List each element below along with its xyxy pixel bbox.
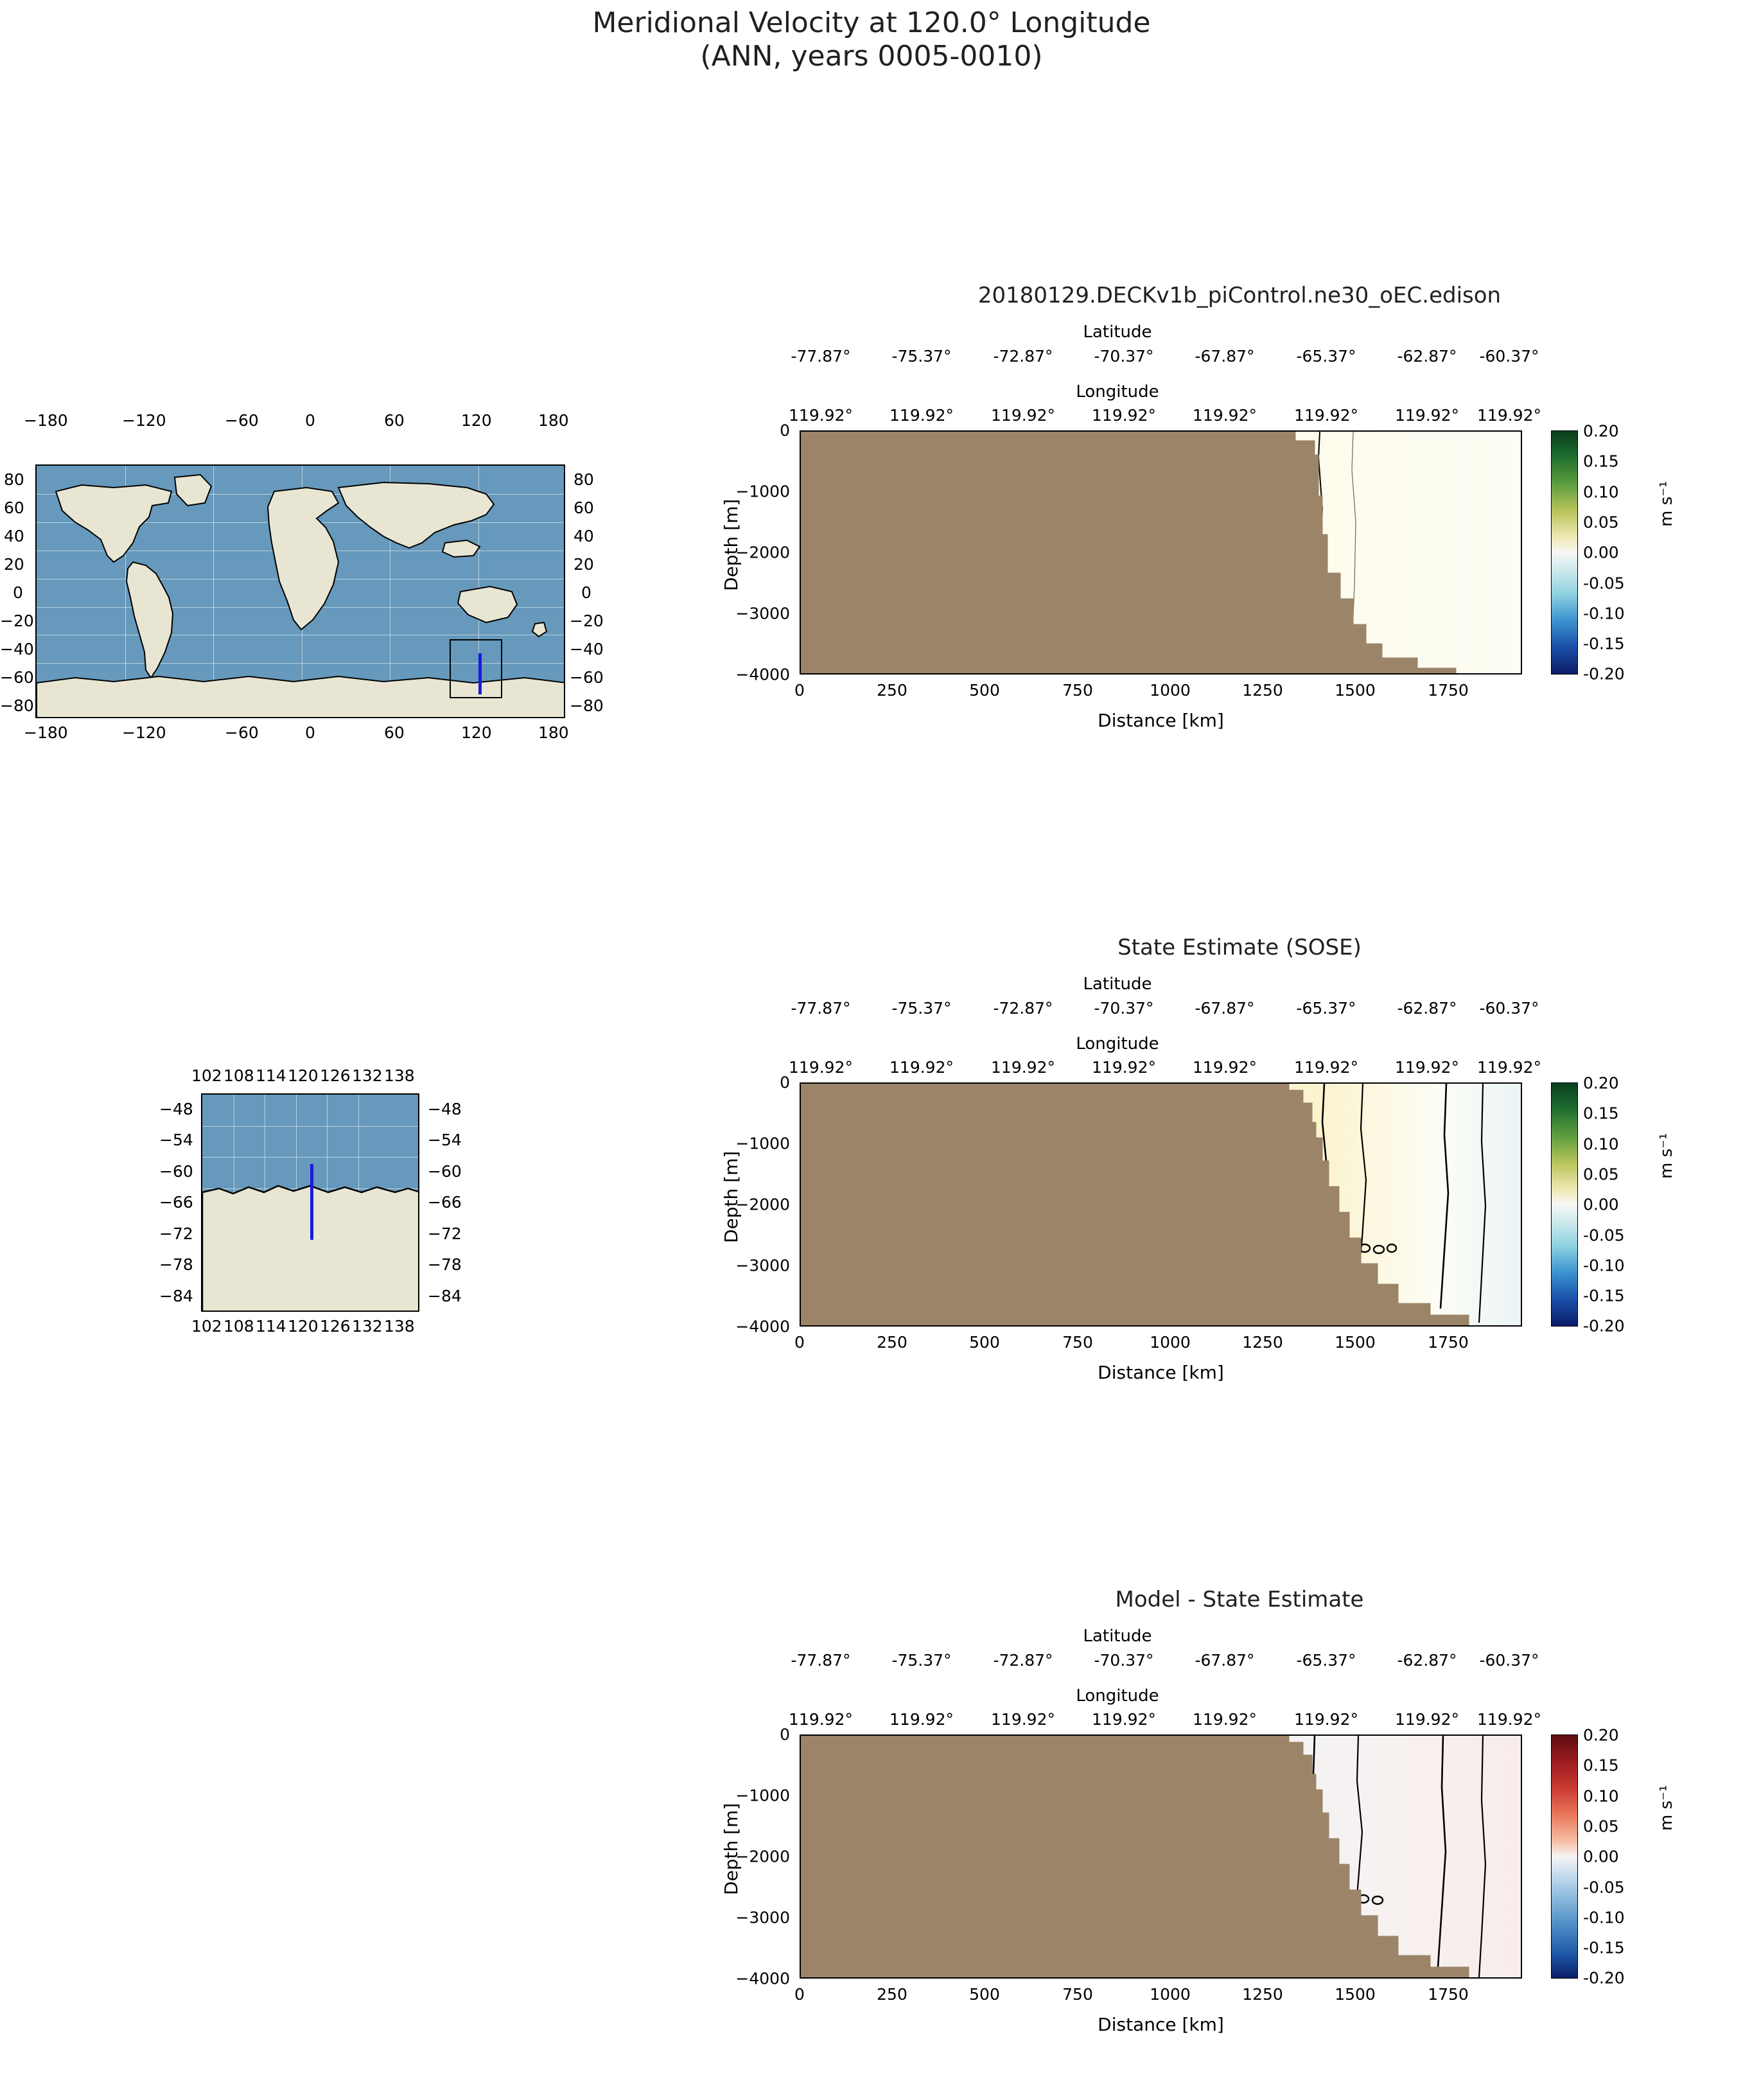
lon-tick-d-2: 119.92° (991, 1710, 1055, 1729)
depth-tick-s-4: −4000 (735, 1317, 790, 1336)
region-map-ytick-r-6: −84 (428, 1287, 462, 1305)
longitude-axis-label-sose: Longitude (1076, 1034, 1159, 1054)
dist-tick-s-2: 500 (969, 1333, 1000, 1352)
world-map-xtick-b-5: 120 (461, 723, 492, 742)
world-map-xtick-b-6: 180 (538, 723, 569, 742)
cbar-tick-d-3: 0.05 (1583, 1817, 1619, 1836)
world-map-xtick-top-3: 0 (305, 411, 315, 430)
world-map-xtick-top-6: 180 (538, 411, 569, 430)
dist-tick-d-7: 1750 (1428, 1985, 1469, 2004)
cbar-tick-d-1: 0.15 (1583, 1756, 1619, 1775)
lat-tick-s-0: -77.87° (791, 999, 851, 1018)
region-map-xtick-b-5: 132 (352, 1317, 383, 1336)
dist-tick-m-0: 0 (794, 681, 805, 700)
cbar-tick-m-7: -0.15 (1583, 634, 1625, 653)
lat-tick-d-4: -67.87° (1195, 1651, 1255, 1670)
lat-tick-d-7: -60.37° (1479, 1651, 1539, 1670)
figure-title (0, 6, 1743, 73)
world-map-ytick-r-2: 40 (574, 527, 594, 545)
model-panel-title: 20180129.DECKv1b_piControl.ne30_oEC.edison (977, 283, 1502, 308)
world-map-roi-box (450, 639, 502, 698)
world-map-xtick-top-2: −60 (225, 411, 259, 430)
world-map-ytick-r-0: 80 (574, 470, 594, 489)
dist-tick-m-1: 250 (877, 681, 907, 700)
dist-tick-m-4: 1000 (1150, 681, 1191, 700)
cbar-tick-m-8: -0.20 (1583, 664, 1625, 684)
cbar-tick-m-4: 0.00 (1583, 543, 1619, 562)
lat-tick-d-3: -70.37° (1094, 1651, 1154, 1670)
sose-colorbar-label: m s⁻¹ (1657, 1133, 1676, 1179)
region-map-xtick-b-6: 138 (384, 1317, 415, 1336)
lon-tick-m-5: 119.92° (1294, 406, 1358, 425)
model-section-panel (721, 283, 1740, 777)
model-section-field (801, 432, 1522, 675)
cbar-tick-m-2: 0.10 (1583, 482, 1619, 502)
figure-title-line1: Meridional Velocity at 120.0° Longitude (592, 6, 1151, 39)
world-map-ytick-l-0: 80 (4, 470, 24, 489)
world-map-xtick-b-1: −120 (122, 723, 166, 742)
world-map-ytick-l-8: −80 (0, 696, 34, 715)
lon-tick-m-3: 119.92° (1092, 406, 1156, 425)
world-map-ytick-l-5: −20 (0, 612, 34, 630)
region-map-xtick-t-2: 114 (256, 1066, 286, 1085)
lon-tick-s-0: 119.92° (789, 1058, 853, 1077)
world-map-xtick-b-3: 0 (305, 723, 315, 742)
lon-tick-s-7: 119.92° (1477, 1058, 1541, 1077)
world-map-xtick-top-1: −120 (122, 411, 166, 430)
region-map-ytick-r-0: −48 (428, 1100, 462, 1118)
world-map-top-ticks (0, 411, 617, 437)
dist-tick-s-5: 1250 (1242, 1333, 1283, 1352)
lon-tick-s-4: 119.92° (1193, 1058, 1257, 1077)
region-map-xtick-t-6: 138 (384, 1066, 415, 1085)
lon-tick-d-6: 119.92° (1395, 1710, 1459, 1729)
world-map-ytick-r-4: 0 (581, 583, 591, 602)
cbar-tick-m-5: -0.05 (1583, 574, 1625, 593)
lon-tick-m-6: 119.92° (1395, 406, 1459, 425)
lat-tick-m-6: -62.87° (1397, 347, 1457, 366)
region-map-panel (148, 1066, 623, 1368)
world-map-ytick-r-7: −60 (570, 668, 604, 687)
lat-tick-d-1: -75.37° (891, 1651, 952, 1670)
dist-tick-m-5: 1250 (1242, 681, 1283, 700)
lat-tick-d-2: -72.87° (993, 1651, 1053, 1670)
cbar-tick-m-1: 0.15 (1583, 452, 1619, 471)
world-map-ytick-l-3: 20 (4, 555, 24, 574)
cbar-tick-m-3: 0.05 (1583, 513, 1619, 532)
region-map-ytick-l-2: −60 (159, 1162, 193, 1181)
dist-tick-d-2: 500 (969, 1985, 1000, 2004)
region-map-transect-line (310, 1164, 313, 1240)
depth-tick-d-4: −4000 (735, 1969, 790, 1988)
lat-tick-m-3: -70.37° (1094, 347, 1154, 366)
lon-tick-d-7: 119.92° (1477, 1710, 1541, 1729)
region-map-ytick-l-0: −48 (159, 1100, 193, 1118)
lat-tick-d-5: -65.37° (1296, 1651, 1356, 1670)
world-map-xtick-top-0: −180 (24, 411, 68, 430)
dist-tick-d-4: 1000 (1150, 1985, 1191, 2004)
region-map-bottom-ticks (148, 1317, 623, 1343)
dist-tick-m-6: 1500 (1335, 681, 1376, 700)
depth-axis-label-model: Depth [m] (721, 499, 742, 591)
dist-tick-d-5: 1250 (1242, 1985, 1283, 2004)
lat-tick-s-4: -67.87° (1195, 999, 1255, 1018)
depth-tick-m-4: −4000 (735, 665, 790, 684)
lat-tick-s-2: -72.87° (993, 999, 1053, 1018)
lon-tick-s-1: 119.92° (889, 1058, 954, 1077)
latitude-axis-label-sose: Latitude (1083, 975, 1152, 994)
region-map-ytick-r-5: −78 (428, 1255, 462, 1274)
cbar-tick-d-6: -0.10 (1583, 1908, 1625, 1927)
cbar-tick-s-6: -0.10 (1583, 1256, 1625, 1275)
region-map-xtick-b-3: 120 (288, 1317, 319, 1336)
region-map-ytick-l-4: −72 (159, 1224, 193, 1243)
latitude-axis-label-model: Latitude (1083, 322, 1152, 342)
cbar-tick-s-7: -0.15 (1583, 1286, 1625, 1305)
sose-panel-title: State Estimate (SOSE) (1117, 935, 1362, 960)
difference-section-field (801, 1736, 1522, 1979)
dist-tick-d-0: 0 (794, 1985, 805, 2004)
model-colorbar-label: m s⁻¹ (1657, 481, 1676, 527)
distance-axis-label-sose: Distance [km] (1098, 1362, 1224, 1383)
region-map-ytick-r-2: −60 (428, 1162, 462, 1181)
world-map-xtick-b-0: −180 (24, 723, 68, 742)
lon-tick-m-1: 119.92° (889, 406, 954, 425)
world-map-ytick-r-8: −80 (570, 696, 604, 715)
cbar-tick-s-5: -0.05 (1583, 1226, 1625, 1245)
depth-tick-s-0: 0 (780, 1073, 790, 1092)
cbar-tick-m-6: -0.10 (1583, 604, 1625, 623)
lat-tick-m-7: -60.37° (1479, 347, 1539, 366)
cbar-tick-d-5: -0.05 (1583, 1878, 1625, 1897)
world-map-ytick-l-7: −60 (0, 668, 34, 687)
depth-tick-d-3: −3000 (735, 1908, 790, 1927)
lat-tick-s-5: -65.37° (1296, 999, 1356, 1018)
region-map-ytick-l-5: −78 (159, 1255, 193, 1274)
difference-colorbar[interactable] (1551, 1734, 1578, 1979)
cbar-tick-s-4: 0.00 (1583, 1195, 1619, 1214)
sose-section-plot[interactable] (800, 1082, 1522, 1327)
cbar-tick-d-7: -0.15 (1583, 1938, 1625, 1957)
world-map-ytick-r-3: 20 (574, 555, 594, 574)
cbar-tick-d-2: 0.10 (1583, 1787, 1619, 1806)
cbar-tick-d-8: -0.20 (1583, 1968, 1625, 1988)
figure-title-line2: (ANN, years 0005-0010) (700, 39, 1043, 73)
lon-tick-d-5: 119.92° (1294, 1710, 1358, 1729)
lat-tick-s-3: -70.37° (1094, 999, 1154, 1018)
lon-tick-m-2: 119.92° (991, 406, 1055, 425)
region-map-ytick-r-1: −54 (428, 1131, 462, 1149)
distance-axis-label-diff: Distance [km] (1098, 2014, 1224, 2035)
distance-axis-label-model: Distance [km] (1098, 710, 1224, 731)
region-map-xtick-b-0: 102 (191, 1317, 222, 1336)
dist-tick-m-3: 750 (1062, 681, 1093, 700)
lat-tick-m-4: -67.87° (1195, 347, 1255, 366)
depth-tick-m-3: −3000 (735, 604, 790, 623)
world-map-ytick-l-6: −40 (0, 640, 34, 658)
cbar-tick-d-4: 0.00 (1583, 1847, 1619, 1866)
cbar-tick-s-3: 0.05 (1583, 1165, 1619, 1184)
lon-tick-d-1: 119.92° (889, 1710, 954, 1729)
lon-tick-m-7: 119.92° (1477, 406, 1541, 425)
lon-tick-m-0: 119.92° (789, 406, 853, 425)
sose-section-field (801, 1084, 1522, 1327)
region-map-xtick-b-4: 126 (320, 1317, 351, 1336)
depth-tick-d-2: −2000 (735, 1847, 790, 1866)
longitude-ticks-diff (739, 1710, 1548, 1729)
lat-tick-m-2: -72.87° (993, 347, 1053, 366)
region-map-top-ticks (148, 1066, 623, 1092)
world-map-ytick-r-1: 60 (574, 499, 594, 517)
world-map-xtick-top-4: 60 (384, 411, 405, 430)
dist-tick-s-4: 1000 (1150, 1333, 1191, 1352)
dist-tick-d-6: 1500 (1335, 1985, 1376, 2004)
depth-tick-m-0: 0 (780, 421, 790, 440)
latitude-ticks-sose (739, 999, 1548, 1018)
cbar-tick-s-1: 0.15 (1583, 1104, 1619, 1123)
dist-tick-s-0: 0 (794, 1333, 805, 1352)
lat-tick-s-7: -60.37° (1479, 999, 1539, 1018)
depth-tick-m-2: −2000 (735, 543, 790, 562)
longitude-ticks-model (739, 406, 1548, 425)
lat-tick-d-6: -62.87° (1397, 1651, 1457, 1670)
model-section-plot[interactable] (800, 430, 1522, 675)
world-map-ytick-r-5: −20 (570, 612, 604, 630)
depth-tick-d-0: 0 (780, 1725, 790, 1744)
sose-colorbar[interactable] (1551, 1082, 1578, 1327)
world-map-xtick-b-4: 60 (384, 723, 405, 742)
region-map-xtick-t-4: 126 (320, 1066, 351, 1085)
region-map-xtick-b-2: 114 (256, 1317, 286, 1336)
lon-tick-s-2: 119.92° (991, 1058, 1055, 1077)
lon-tick-d-0: 119.92° (789, 1710, 853, 1729)
difference-panel-title: Model - State Estimate (1115, 1587, 1364, 1612)
depth-tick-s-2: −2000 (735, 1195, 790, 1214)
lat-tick-m-0: -77.87° (791, 347, 851, 366)
region-map-xtick-t-3: 120 (288, 1066, 319, 1085)
lat-tick-s-6: -62.87° (1397, 999, 1457, 1018)
cbar-tick-d-0: 0.20 (1583, 1725, 1619, 1745)
difference-section-plot[interactable] (800, 1734, 1522, 1979)
dist-tick-m-2: 500 (969, 681, 1000, 700)
difference-section-panel (721, 1587, 1740, 2081)
region-map-ytick-r-4: −72 (428, 1224, 462, 1243)
depth-tick-d-1: −1000 (735, 1786, 790, 1805)
lon-tick-s-5: 119.92° (1294, 1058, 1358, 1077)
depth-tick-m-1: −1000 (735, 482, 790, 501)
dist-tick-s-3: 750 (1062, 1333, 1093, 1352)
longitude-ticks-sose (739, 1058, 1548, 1077)
region-map-ytick-l-6: −84 (159, 1287, 193, 1305)
world-map-transect-line (478, 653, 482, 694)
world-map-axes[interactable] (35, 464, 565, 718)
region-map-ytick-l-1: −54 (159, 1131, 193, 1149)
lat-tick-s-1: -75.37° (891, 999, 952, 1018)
dist-tick-d-3: 750 (1062, 1985, 1093, 2004)
world-map-ytick-l-4: 0 (13, 583, 23, 602)
depth-axis-label-diff: Depth [m] (721, 1803, 742, 1895)
world-map-ytick-r-6: −40 (570, 640, 604, 658)
latitude-ticks-diff (739, 1651, 1548, 1670)
lat-tick-m-1: -75.37° (891, 347, 952, 366)
world-map-xtick-top-5: 120 (461, 411, 492, 430)
region-map-ytick-r-3: −66 (428, 1193, 462, 1212)
sose-section-panel (721, 935, 1740, 1429)
world-map-xtick-b-2: −60 (225, 723, 259, 742)
cbar-tick-s-2: 0.10 (1583, 1134, 1619, 1154)
longitude-axis-label-model: Longitude (1076, 382, 1159, 401)
lon-tick-d-3: 119.92° (1092, 1710, 1156, 1729)
model-colorbar[interactable] (1551, 430, 1578, 675)
world-map-ytick-l-2: 40 (4, 527, 24, 545)
region-map-xtick-t-1: 108 (223, 1066, 254, 1085)
depth-tick-s-3: −3000 (735, 1256, 790, 1275)
dist-tick-s-7: 1750 (1428, 1333, 1469, 1352)
world-map-panel (0, 411, 617, 742)
world-map-ytick-l-1: 60 (4, 499, 24, 517)
depth-axis-label-sose: Depth [m] (721, 1151, 742, 1243)
region-map-xtick-t-0: 102 (191, 1066, 222, 1085)
region-map-axes[interactable] (201, 1093, 419, 1312)
depth-tick-s-1: −1000 (735, 1134, 790, 1153)
latitude-axis-label-diff: Latitude (1083, 1627, 1152, 1646)
dist-tick-m-7: 1750 (1428, 681, 1469, 700)
latitude-ticks-model (739, 347, 1548, 366)
lon-tick-m-4: 119.92° (1193, 406, 1257, 425)
dist-tick-s-1: 250 (877, 1333, 907, 1352)
lat-tick-m-5: -65.37° (1296, 347, 1356, 366)
dist-tick-s-6: 1500 (1335, 1333, 1376, 1352)
cbar-tick-m-0: 0.20 (1583, 421, 1619, 441)
lon-tick-s-6: 119.92° (1395, 1058, 1459, 1077)
lon-tick-s-3: 119.92° (1092, 1058, 1156, 1077)
cbar-tick-s-8: -0.20 (1583, 1316, 1625, 1336)
lon-tick-d-4: 119.92° (1193, 1710, 1257, 1729)
region-map-ytick-l-3: −66 (159, 1193, 193, 1212)
dist-tick-d-1: 250 (877, 1985, 907, 2004)
difference-colorbar-label: m s⁻¹ (1657, 1785, 1676, 1831)
world-map-bottom-ticks (0, 723, 617, 749)
cbar-tick-s-0: 0.20 (1583, 1073, 1619, 1093)
region-map-xtick-b-1: 108 (223, 1317, 254, 1336)
longitude-axis-label-diff: Longitude (1076, 1686, 1159, 1706)
lat-tick-d-0: -77.87° (791, 1651, 851, 1670)
region-map-xtick-t-5: 132 (352, 1066, 383, 1085)
